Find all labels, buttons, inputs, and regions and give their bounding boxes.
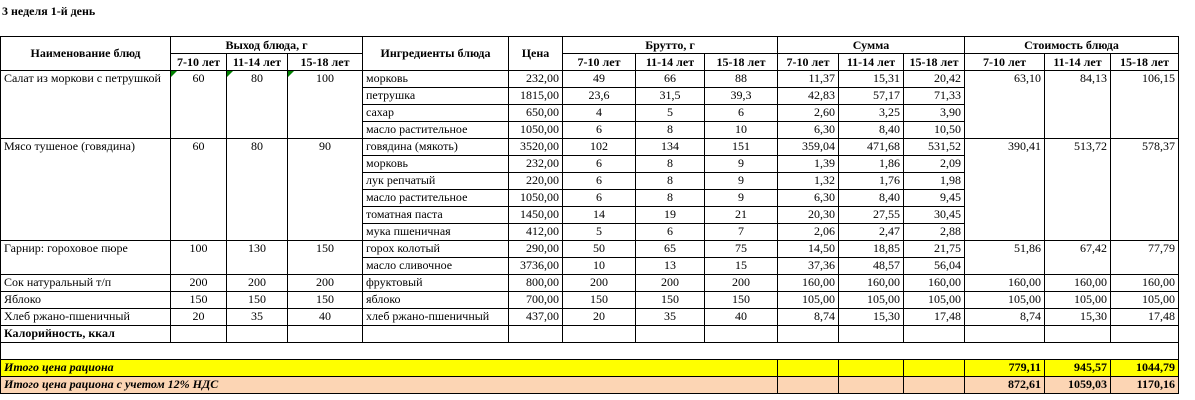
ingredient-cell[interactable]: горох колотый (363, 241, 509, 258)
age-header[interactable]: 15-18 лет (705, 54, 778, 71)
gross-cell[interactable]: 6 (563, 190, 636, 207)
empty-cell[interactable] (509, 326, 563, 343)
cost-cell[interactable]: 578,37 (1111, 139, 1179, 241)
output-cell[interactable]: 150 (288, 241, 363, 275)
sum-cell[interactable]: 9,45 (904, 190, 965, 207)
empty-cell[interactable] (227, 326, 288, 343)
price-cell[interactable]: 1450,00 (509, 207, 563, 224)
sum-cell[interactable]: 1,76 (839, 173, 904, 190)
header-row-2 (1, 54, 1179, 71)
ingredient-cell[interactable]: говядина (мякоть) (363, 139, 509, 156)
sum-cell[interactable]: 8,74 (778, 309, 839, 326)
price-cell[interactable]: 1050,00 (509, 122, 563, 139)
cost-cell[interactable]: 63,10 (965, 71, 1045, 139)
empty-cell[interactable] (839, 326, 904, 343)
age-header[interactable]: 15-18 лет (1111, 54, 1179, 71)
sum-cell[interactable]: 18,85 (839, 241, 904, 258)
output-cell[interactable]: 200 (227, 275, 288, 292)
sum-cell[interactable]: 471,68 (839, 139, 904, 156)
sum-cell[interactable]: 105,00 (839, 292, 904, 309)
empty-cell[interactable] (904, 360, 965, 377)
age-header[interactable]: 15-18 лет (904, 54, 965, 71)
totals-value[interactable]: 1059,03 (1045, 377, 1111, 394)
sum-cell[interactable]: 10,50 (904, 122, 965, 139)
empty-cell[interactable] (363, 326, 509, 343)
gross-cell[interactable]: 200 (563, 275, 636, 292)
output-cell[interactable]: 80 (227, 71, 288, 139)
sum-cell[interactable]: 17,48 (904, 309, 965, 326)
sheet-title: 3 неделя 1-й день (2, 4, 96, 18)
calories-row (1, 326, 1179, 343)
totals-label[interactable]: Итого цена рациона с учетом 12% НДС (1, 377, 778, 394)
age-header[interactable]: 7-10 лет (778, 54, 839, 71)
gross-cell[interactable]: 10 (705, 122, 778, 139)
gross-cell[interactable]: 200 (636, 275, 705, 292)
table-row (1, 139, 1179, 156)
gross-cell[interactable]: 65 (636, 241, 705, 258)
age-header[interactable]: 11-14 лет (1045, 54, 1111, 71)
gross-cell[interactable]: 88 (705, 71, 778, 88)
cost-cell[interactable]: 513,72 (1045, 139, 1111, 241)
dish-name-cell[interactable]: Салат из моркови с петрушкой (1, 71, 171, 139)
gross-cell[interactable]: 13 (636, 258, 705, 275)
gross-cell[interactable]: 20 (563, 309, 636, 326)
sum-cell[interactable]: 48,57 (839, 258, 904, 275)
age-header[interactable]: 11-14 лет (227, 54, 288, 71)
price-cell[interactable]: 1815,00 (509, 88, 563, 105)
gross-cell[interactable]: 10 (563, 258, 636, 275)
ingredient-cell[interactable]: фруктовый (363, 275, 509, 292)
sum-cell[interactable]: 1,39 (778, 156, 839, 173)
price-cell[interactable]: 232,00 (509, 156, 563, 173)
cost-cell[interactable]: 160,00 (1045, 275, 1111, 292)
totals-value[interactable]: 1044,79 (1111, 360, 1179, 377)
cost-cell[interactable]: 67,42 (1045, 241, 1111, 275)
empty-cell[interactable] (778, 360, 839, 377)
price-cell[interactable]: 700,00 (509, 292, 563, 309)
output-cell[interactable]: 150 (288, 292, 363, 309)
col-gross[interactable]: Брутто, г (563, 37, 778, 54)
age-header[interactable]: 7-10 лет (171, 54, 227, 71)
sum-cell[interactable]: 37,36 (778, 258, 839, 275)
ingredient-cell[interactable]: масло сливочное (363, 258, 509, 275)
cost-cell[interactable]: 160,00 (1111, 275, 1179, 292)
gross-cell[interactable]: 39,3 (705, 88, 778, 105)
calories-label[interactable]: Калорийность, ккал (1, 326, 171, 343)
sum-cell[interactable]: 1,98 (904, 173, 965, 190)
sum-cell[interactable]: 2,88 (904, 224, 965, 241)
gross-cell[interactable]: 8 (636, 156, 705, 173)
gross-cell[interactable]: 9 (705, 173, 778, 190)
dish-name-cell[interactable]: Гарнир: гороховое пюре (1, 241, 171, 275)
cost-cell[interactable]: 17,48 (1111, 309, 1179, 326)
cost-cell[interactable]: 106,15 (1111, 71, 1179, 139)
cost-cell[interactable]: 51,86 (965, 241, 1045, 275)
gross-cell[interactable]: 9 (705, 156, 778, 173)
empty-cell[interactable] (171, 326, 227, 343)
empty-cell[interactable] (965, 326, 1045, 343)
ingredient-cell[interactable]: масло растительное (363, 122, 509, 139)
ingredient-cell[interactable]: яблоко (363, 292, 509, 309)
sum-cell[interactable]: 57,17 (839, 88, 904, 105)
sum-cell[interactable]: 1,32 (778, 173, 839, 190)
price-cell[interactable]: 290,00 (509, 241, 563, 258)
cost-cell[interactable]: 84,13 (1045, 71, 1111, 139)
gross-cell[interactable]: 5 (636, 105, 705, 122)
sum-cell[interactable]: 6,30 (778, 190, 839, 207)
totals-value[interactable]: 1170,16 (1111, 377, 1179, 394)
gross-cell[interactable]: 5 (563, 224, 636, 241)
dish-name-cell[interactable]: Хлеб ржано-пшеничный (1, 309, 171, 326)
col-sum[interactable]: Сумма (778, 37, 965, 54)
table-row (1, 241, 1179, 258)
totals-label[interactable]: Итого цена рациона (1, 360, 778, 377)
col-output[interactable]: Выход блюда, г (171, 37, 363, 54)
sum-cell[interactable]: 3,25 (839, 105, 904, 122)
gross-cell[interactable]: 8 (636, 190, 705, 207)
sum-cell[interactable]: 2,47 (839, 224, 904, 241)
gross-cell[interactable]: 49 (563, 71, 636, 88)
sum-cell[interactable]: 14,50 (778, 241, 839, 258)
age-header[interactable]: 15-18 лет (288, 54, 363, 71)
output-cell[interactable]: 200 (288, 275, 363, 292)
empty-cell[interactable] (1045, 326, 1111, 343)
gross-cell[interactable]: 75 (705, 241, 778, 258)
output-cell[interactable]: 35 (227, 309, 288, 326)
sum-cell[interactable]: 2,09 (904, 156, 965, 173)
sum-cell[interactable]: 531,52 (904, 139, 965, 156)
gross-cell[interactable]: 6 (563, 173, 636, 190)
price-cell[interactable]: 800,00 (509, 275, 563, 292)
sum-cell[interactable]: 20,30 (778, 207, 839, 224)
output-cell[interactable]: 60 (171, 71, 227, 139)
output-cell[interactable]: 90 (288, 139, 363, 241)
gross-cell[interactable]: 14 (563, 207, 636, 224)
gross-cell[interactable]: 66 (636, 71, 705, 88)
cost-cell[interactable]: 15,30 (1045, 309, 1111, 326)
sum-cell[interactable]: 8,40 (839, 190, 904, 207)
table-row (1, 309, 1179, 326)
gross-cell[interactable]: 40 (705, 309, 778, 326)
gross-cell[interactable]: 150 (705, 292, 778, 309)
output-cell[interactable]: 100 (171, 241, 227, 275)
empty-cell[interactable] (839, 377, 904, 394)
ingredient-cell[interactable]: морковь (363, 156, 509, 173)
price-cell[interactable]: 1050,00 (509, 190, 563, 207)
sum-cell[interactable]: 42,83 (778, 88, 839, 105)
sum-cell[interactable]: 359,04 (778, 139, 839, 156)
gross-cell[interactable]: 6 (563, 156, 636, 173)
gross-cell[interactable]: 15 (705, 258, 778, 275)
ingredient-cell[interactable]: хлеб ржано-пшеничный (363, 309, 509, 326)
totals-row (1, 377, 1179, 394)
gross-cell[interactable]: 150 (636, 292, 705, 309)
gross-cell[interactable]: 50 (563, 241, 636, 258)
sum-cell[interactable]: 20,42 (904, 71, 965, 88)
gross-cell[interactable]: 151 (705, 139, 778, 156)
ingredient-cell[interactable]: морковь (363, 71, 509, 88)
age-header[interactable]: 7-10 лет (965, 54, 1045, 71)
totals-value[interactable]: 779,11 (965, 360, 1045, 377)
gross-cell[interactable]: 4 (563, 105, 636, 122)
cost-cell[interactable]: 105,00 (965, 292, 1045, 309)
gross-cell[interactable]: 19 (636, 207, 705, 224)
ingredient-cell[interactable]: лук репчатый (363, 173, 509, 190)
empty-cell[interactable] (778, 377, 839, 394)
menu-cost-table (0, 36, 1179, 394)
empty-cell[interactable] (563, 326, 636, 343)
dish-name-cell[interactable]: Сок натуральный т/п (1, 275, 171, 292)
empty-cell[interactable] (904, 377, 965, 394)
price-cell[interactable]: 220,00 (509, 173, 563, 190)
empty-cell[interactable] (839, 360, 904, 377)
table-row (1, 292, 1179, 309)
gross-cell[interactable]: 6 (636, 224, 705, 241)
sum-cell[interactable]: 30,45 (904, 207, 965, 224)
price-cell[interactable]: 650,00 (509, 105, 563, 122)
sum-cell[interactable]: 105,00 (778, 292, 839, 309)
price-cell[interactable]: 232,00 (509, 71, 563, 88)
output-cell[interactable]: 60 (171, 139, 227, 241)
empty-cell[interactable] (705, 326, 778, 343)
ingredient-cell[interactable]: масло растительное (363, 190, 509, 207)
cost-cell[interactable]: 8,74 (965, 309, 1045, 326)
cost-cell[interactable]: 105,00 (1045, 292, 1111, 309)
sum-cell[interactable]: 105,00 (904, 292, 965, 309)
sum-cell[interactable]: 21,75 (904, 241, 965, 258)
gross-cell[interactable]: 23,6 (563, 88, 636, 105)
price-cell[interactable]: 437,00 (509, 309, 563, 326)
sum-cell[interactable]: 1,86 (839, 156, 904, 173)
ingredient-cell[interactable]: мука пшеничная (363, 224, 509, 241)
sum-cell[interactable]: 160,00 (904, 275, 965, 292)
sum-cell[interactable]: 6,30 (778, 122, 839, 139)
cost-cell[interactable]: 160,00 (965, 275, 1045, 292)
gross-cell[interactable]: 134 (636, 139, 705, 156)
sum-cell[interactable]: 56,04 (904, 258, 965, 275)
gross-cell[interactable]: 35 (636, 309, 705, 326)
cost-cell[interactable]: 105,00 (1111, 292, 1179, 309)
gross-cell[interactable]: 102 (563, 139, 636, 156)
gross-cell[interactable]: 9 (705, 190, 778, 207)
ingredient-cell[interactable]: томатная паста (363, 207, 509, 224)
empty-cell[interactable] (904, 326, 965, 343)
empty-cell[interactable] (1111, 326, 1179, 343)
ingredient-cell[interactable]: петрушка (363, 88, 509, 105)
gross-cell[interactable]: 8 (636, 122, 705, 139)
sum-cell[interactable]: 160,00 (839, 275, 904, 292)
col-cost[interactable]: Стоимость блюда (965, 37, 1179, 54)
sum-cell[interactable]: 8,40 (839, 122, 904, 139)
header-row-1 (1, 37, 1179, 54)
totals-row (1, 360, 1179, 377)
sum-cell[interactable]: 11,37 (778, 71, 839, 88)
output-cell[interactable]: 80 (227, 139, 288, 241)
output-cell[interactable]: 200 (171, 275, 227, 292)
sum-cell[interactable]: 3,90 (904, 105, 965, 122)
gross-cell[interactable]: 7 (705, 224, 778, 241)
cost-cell[interactable]: 390,41 (965, 139, 1045, 241)
totals-value[interactable]: 872,61 (965, 377, 1045, 394)
gross-cell[interactable]: 21 (705, 207, 778, 224)
gross-cell[interactable]: 200 (705, 275, 778, 292)
empty-cell[interactable] (288, 326, 363, 343)
sum-cell[interactable]: 15,31 (839, 71, 904, 88)
output-cell[interactable]: 150 (227, 292, 288, 309)
dish-name-cell[interactable]: Мясо тушеное (говядина) (1, 139, 171, 241)
output-cell[interactable]: 100 (288, 71, 363, 139)
sum-cell[interactable]: 27,55 (839, 207, 904, 224)
col-ingredients[interactable]: Ингредиенты блюда (363, 37, 509, 71)
ingredient-cell[interactable]: сахар (363, 105, 509, 122)
sum-cell[interactable]: 71,33 (904, 88, 965, 105)
empty-cell[interactable] (778, 326, 839, 343)
age-header[interactable]: 11-14 лет (636, 54, 705, 71)
totals-value[interactable]: 945,57 (1045, 360, 1111, 377)
sum-cell[interactable]: 15,30 (839, 309, 904, 326)
sum-cell[interactable]: 2,06 (778, 224, 839, 241)
empty-cell[interactable] (636, 326, 705, 343)
gross-cell[interactable]: 6 (563, 122, 636, 139)
output-cell[interactable]: 130 (227, 241, 288, 275)
price-cell[interactable]: 3520,00 (509, 139, 563, 156)
output-cell[interactable]: 150 (171, 292, 227, 309)
price-cell[interactable]: 412,00 (509, 224, 563, 241)
gross-cell[interactable]: 31,5 (636, 88, 705, 105)
dish-name-cell[interactable]: Яблоко (1, 292, 171, 309)
price-cell[interactable]: 3736,00 (509, 258, 563, 275)
gross-cell[interactable]: 8 (636, 173, 705, 190)
age-header[interactable]: 11-14 лет (839, 54, 904, 71)
sum-cell[interactable]: 2,60 (778, 105, 839, 122)
spacer-row (1, 343, 1179, 360)
gross-cell[interactable]: 6 (705, 105, 778, 122)
output-cell[interactable]: 40 (288, 309, 363, 326)
col-dish-name[interactable]: Наименование блюд (1, 37, 171, 71)
table-row (1, 275, 1179, 292)
col-price[interactable]: Цена (509, 37, 563, 71)
output-cell[interactable]: 20 (171, 309, 227, 326)
table-row (1, 71, 1179, 88)
cost-cell[interactable]: 77,79 (1111, 241, 1179, 275)
gross-cell[interactable]: 150 (563, 292, 636, 309)
sum-cell[interactable]: 160,00 (778, 275, 839, 292)
age-header[interactable]: 7-10 лет (563, 54, 636, 71)
spacer-cell (1, 343, 1179, 360)
